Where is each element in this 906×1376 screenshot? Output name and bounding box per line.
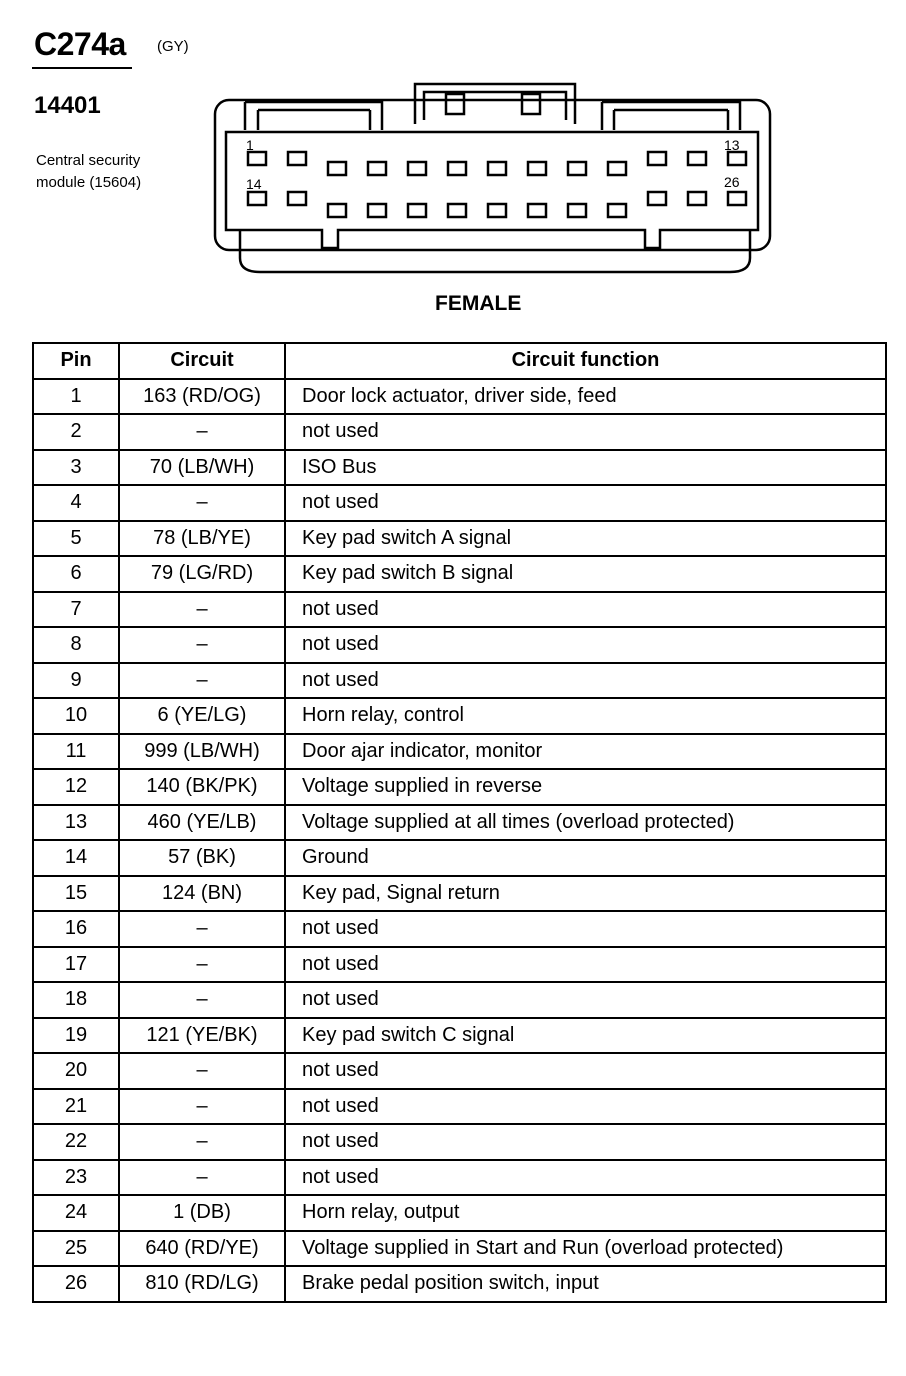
function-cell: Door lock actuator, driver side, feed	[285, 379, 886, 415]
pin-cavity	[328, 204, 346, 217]
table-row	[33, 769, 886, 805]
circuit-cell: –	[119, 592, 285, 628]
function-cell: not used	[285, 663, 886, 699]
pin-cell: 13	[33, 805, 119, 841]
pin-cavity	[328, 162, 346, 175]
function-cell: not used	[285, 947, 886, 983]
function-cell: Voltage supplied in Start and Run (overload protected)	[285, 1231, 886, 1267]
table-row	[33, 1231, 886, 1267]
pin-cell: 25	[33, 1231, 119, 1267]
table-row	[33, 947, 886, 983]
table-row	[33, 379, 886, 415]
pin-cavity	[368, 204, 386, 217]
function-cell: not used	[285, 485, 886, 521]
table-header-row	[33, 343, 886, 379]
header-function: Circuit function	[285, 343, 886, 379]
table-row	[33, 485, 886, 521]
table-row	[33, 911, 886, 947]
circuit-cell: 1 (DB)	[119, 1195, 285, 1231]
function-cell: Horn relay, control	[285, 698, 886, 734]
table-row	[33, 734, 886, 770]
table-row	[33, 982, 886, 1018]
circuit-cell: –	[119, 1089, 285, 1125]
pin-cell: 6	[33, 556, 119, 592]
pin-cavity	[608, 162, 626, 175]
circuit-cell: –	[119, 982, 285, 1018]
connector-gender-label: FEMALE	[435, 292, 522, 315]
function-cell: Ground	[285, 840, 886, 876]
function-cell: Key pad, Signal return	[285, 876, 886, 912]
table-row	[33, 521, 886, 557]
pin-label-13: 13	[724, 137, 740, 153]
function-cell: Brake pedal position switch, input	[285, 1266, 886, 1302]
connector-id: C274a	[34, 26, 126, 62]
circuit-cell: –	[119, 1160, 285, 1196]
pin-cavity	[448, 162, 466, 175]
circuit-cell: 70 (LB/WH)	[119, 450, 285, 486]
pin-cell: 15	[33, 876, 119, 912]
pin-cell: 12	[33, 769, 119, 805]
header-pin: Pin	[33, 343, 119, 379]
pin-cavity	[728, 192, 746, 205]
circuit-cell: 124 (BN)	[119, 876, 285, 912]
table-row	[33, 1018, 886, 1054]
pin-cavity	[408, 204, 426, 217]
part-number: 14401	[34, 92, 101, 119]
pin-cavity	[528, 204, 546, 217]
pin-cavity	[528, 162, 546, 175]
function-cell: not used	[285, 627, 886, 663]
pin-cell: 17	[33, 947, 119, 983]
circuit-cell: 6 (YE/LG)	[119, 698, 285, 734]
pin-cavity	[488, 204, 506, 217]
function-cell: Voltage supplied in reverse	[285, 769, 886, 805]
function-cell: Key pad switch B signal	[285, 556, 886, 592]
pin-cell: 8	[33, 627, 119, 663]
title-underline	[32, 67, 132, 69]
pin-cell: 9	[33, 663, 119, 699]
pin-cavity	[648, 152, 666, 165]
circuit-cell: –	[119, 1124, 285, 1160]
pin-cavity	[688, 152, 706, 165]
function-cell: not used	[285, 1124, 886, 1160]
circuit-cell: 79 (LG/RD)	[119, 556, 285, 592]
pin-cell: 5	[33, 521, 119, 557]
circuit-cell: –	[119, 947, 285, 983]
pin-cell: 21	[33, 1089, 119, 1125]
pin-cell: 11	[33, 734, 119, 770]
right-latch	[602, 102, 740, 130]
pin-cell: 22	[33, 1124, 119, 1160]
connector-cavity	[226, 132, 758, 248]
pin-cell: 2	[33, 414, 119, 450]
table-row	[33, 1160, 886, 1196]
function-cell: not used	[285, 1089, 886, 1125]
table-row	[33, 663, 886, 699]
function-cell: not used	[285, 1160, 886, 1196]
table-row	[33, 627, 886, 663]
header-circuit: Circuit	[119, 343, 285, 379]
function-cell: Voltage supplied at all times (overload protected)	[285, 805, 886, 841]
pin-cavity	[288, 152, 306, 165]
table-row	[33, 450, 886, 486]
pin-cavity	[408, 162, 426, 175]
circuit-cell: 999 (LB/WH)	[119, 734, 285, 770]
pin-cell: 14	[33, 840, 119, 876]
pin-cell: 18	[33, 982, 119, 1018]
pin-cavity	[488, 162, 506, 175]
pin-cell: 20	[33, 1053, 119, 1089]
table-row	[33, 556, 886, 592]
module-name-line1: Central security	[36, 152, 141, 169]
pin-cavity	[248, 192, 266, 205]
pin-cell: 1	[33, 379, 119, 415]
pin-cavity	[688, 192, 706, 205]
pin-cell: 16	[33, 911, 119, 947]
function-cell: Key pad switch C signal	[285, 1018, 886, 1054]
pin-table	[32, 342, 887, 1303]
connector-face-diagram	[210, 80, 780, 280]
circuit-cell: –	[119, 414, 285, 450]
connector-color-code: (GY)	[157, 38, 189, 55]
circuit-cell: –	[119, 1053, 285, 1089]
pin-label-14: 14	[246, 176, 262, 192]
pin-cavity	[368, 162, 386, 175]
function-cell: ISO Bus	[285, 450, 886, 486]
circuit-cell: 140 (BK/PK)	[119, 769, 285, 805]
function-cell: not used	[285, 1053, 886, 1089]
pin-cell: 19	[33, 1018, 119, 1054]
pin-cavity	[248, 152, 266, 165]
table-row	[33, 876, 886, 912]
table-row	[33, 805, 886, 841]
circuit-cell: 163 (RD/OG)	[119, 379, 285, 415]
circuit-cell: 121 (YE/BK)	[119, 1018, 285, 1054]
circuit-cell: 810 (RD/LG)	[119, 1266, 285, 1302]
pin-cavity	[728, 152, 746, 165]
function-cell: Horn relay, output	[285, 1195, 886, 1231]
circuit-cell: 57 (BK)	[119, 840, 285, 876]
function-cell: not used	[285, 592, 886, 628]
pin-cavity	[648, 192, 666, 205]
pin-cell: 26	[33, 1266, 119, 1302]
table-row	[33, 698, 886, 734]
pin-cell: 7	[33, 592, 119, 628]
circuit-cell: 460 (YE/LB)	[119, 805, 285, 841]
circuit-cell: 640 (RD/YE)	[119, 1231, 285, 1267]
pin-cavity	[568, 204, 586, 217]
function-cell: not used	[285, 911, 886, 947]
pin-cell: 10	[33, 698, 119, 734]
circuit-cell: 78 (LB/YE)	[119, 521, 285, 557]
pin-cavity	[288, 192, 306, 205]
module-name-line2: module (15604)	[36, 174, 142, 191]
pin-cell: 24	[33, 1195, 119, 1231]
function-cell: not used	[285, 414, 886, 450]
left-latch	[245, 102, 382, 130]
pin-cavity	[568, 162, 586, 175]
pin-cavity	[608, 204, 626, 217]
table-row	[33, 1089, 886, 1125]
pin-cell: 4	[33, 485, 119, 521]
pin-cell: 23	[33, 1160, 119, 1196]
table-row	[33, 414, 886, 450]
pin-cell: 3	[33, 450, 119, 486]
function-cell: not used	[285, 982, 886, 1018]
pin-label-1: 1	[246, 137, 254, 153]
pin-cavity	[448, 204, 466, 217]
table-row	[33, 1124, 886, 1160]
table-row	[33, 1195, 886, 1231]
lock-tab	[415, 84, 575, 124]
circuit-cell: –	[119, 663, 285, 699]
table-row	[33, 592, 886, 628]
circuit-cell: –	[119, 911, 285, 947]
table-row	[33, 1053, 886, 1089]
function-cell: Key pad switch A signal	[285, 521, 886, 557]
function-cell: Door ajar indicator, monitor	[285, 734, 886, 770]
table-row	[33, 1266, 886, 1302]
circuit-cell: –	[119, 627, 285, 663]
circuit-cell: –	[119, 485, 285, 521]
pin-label-26: 26	[724, 174, 740, 190]
table-row	[33, 840, 886, 876]
